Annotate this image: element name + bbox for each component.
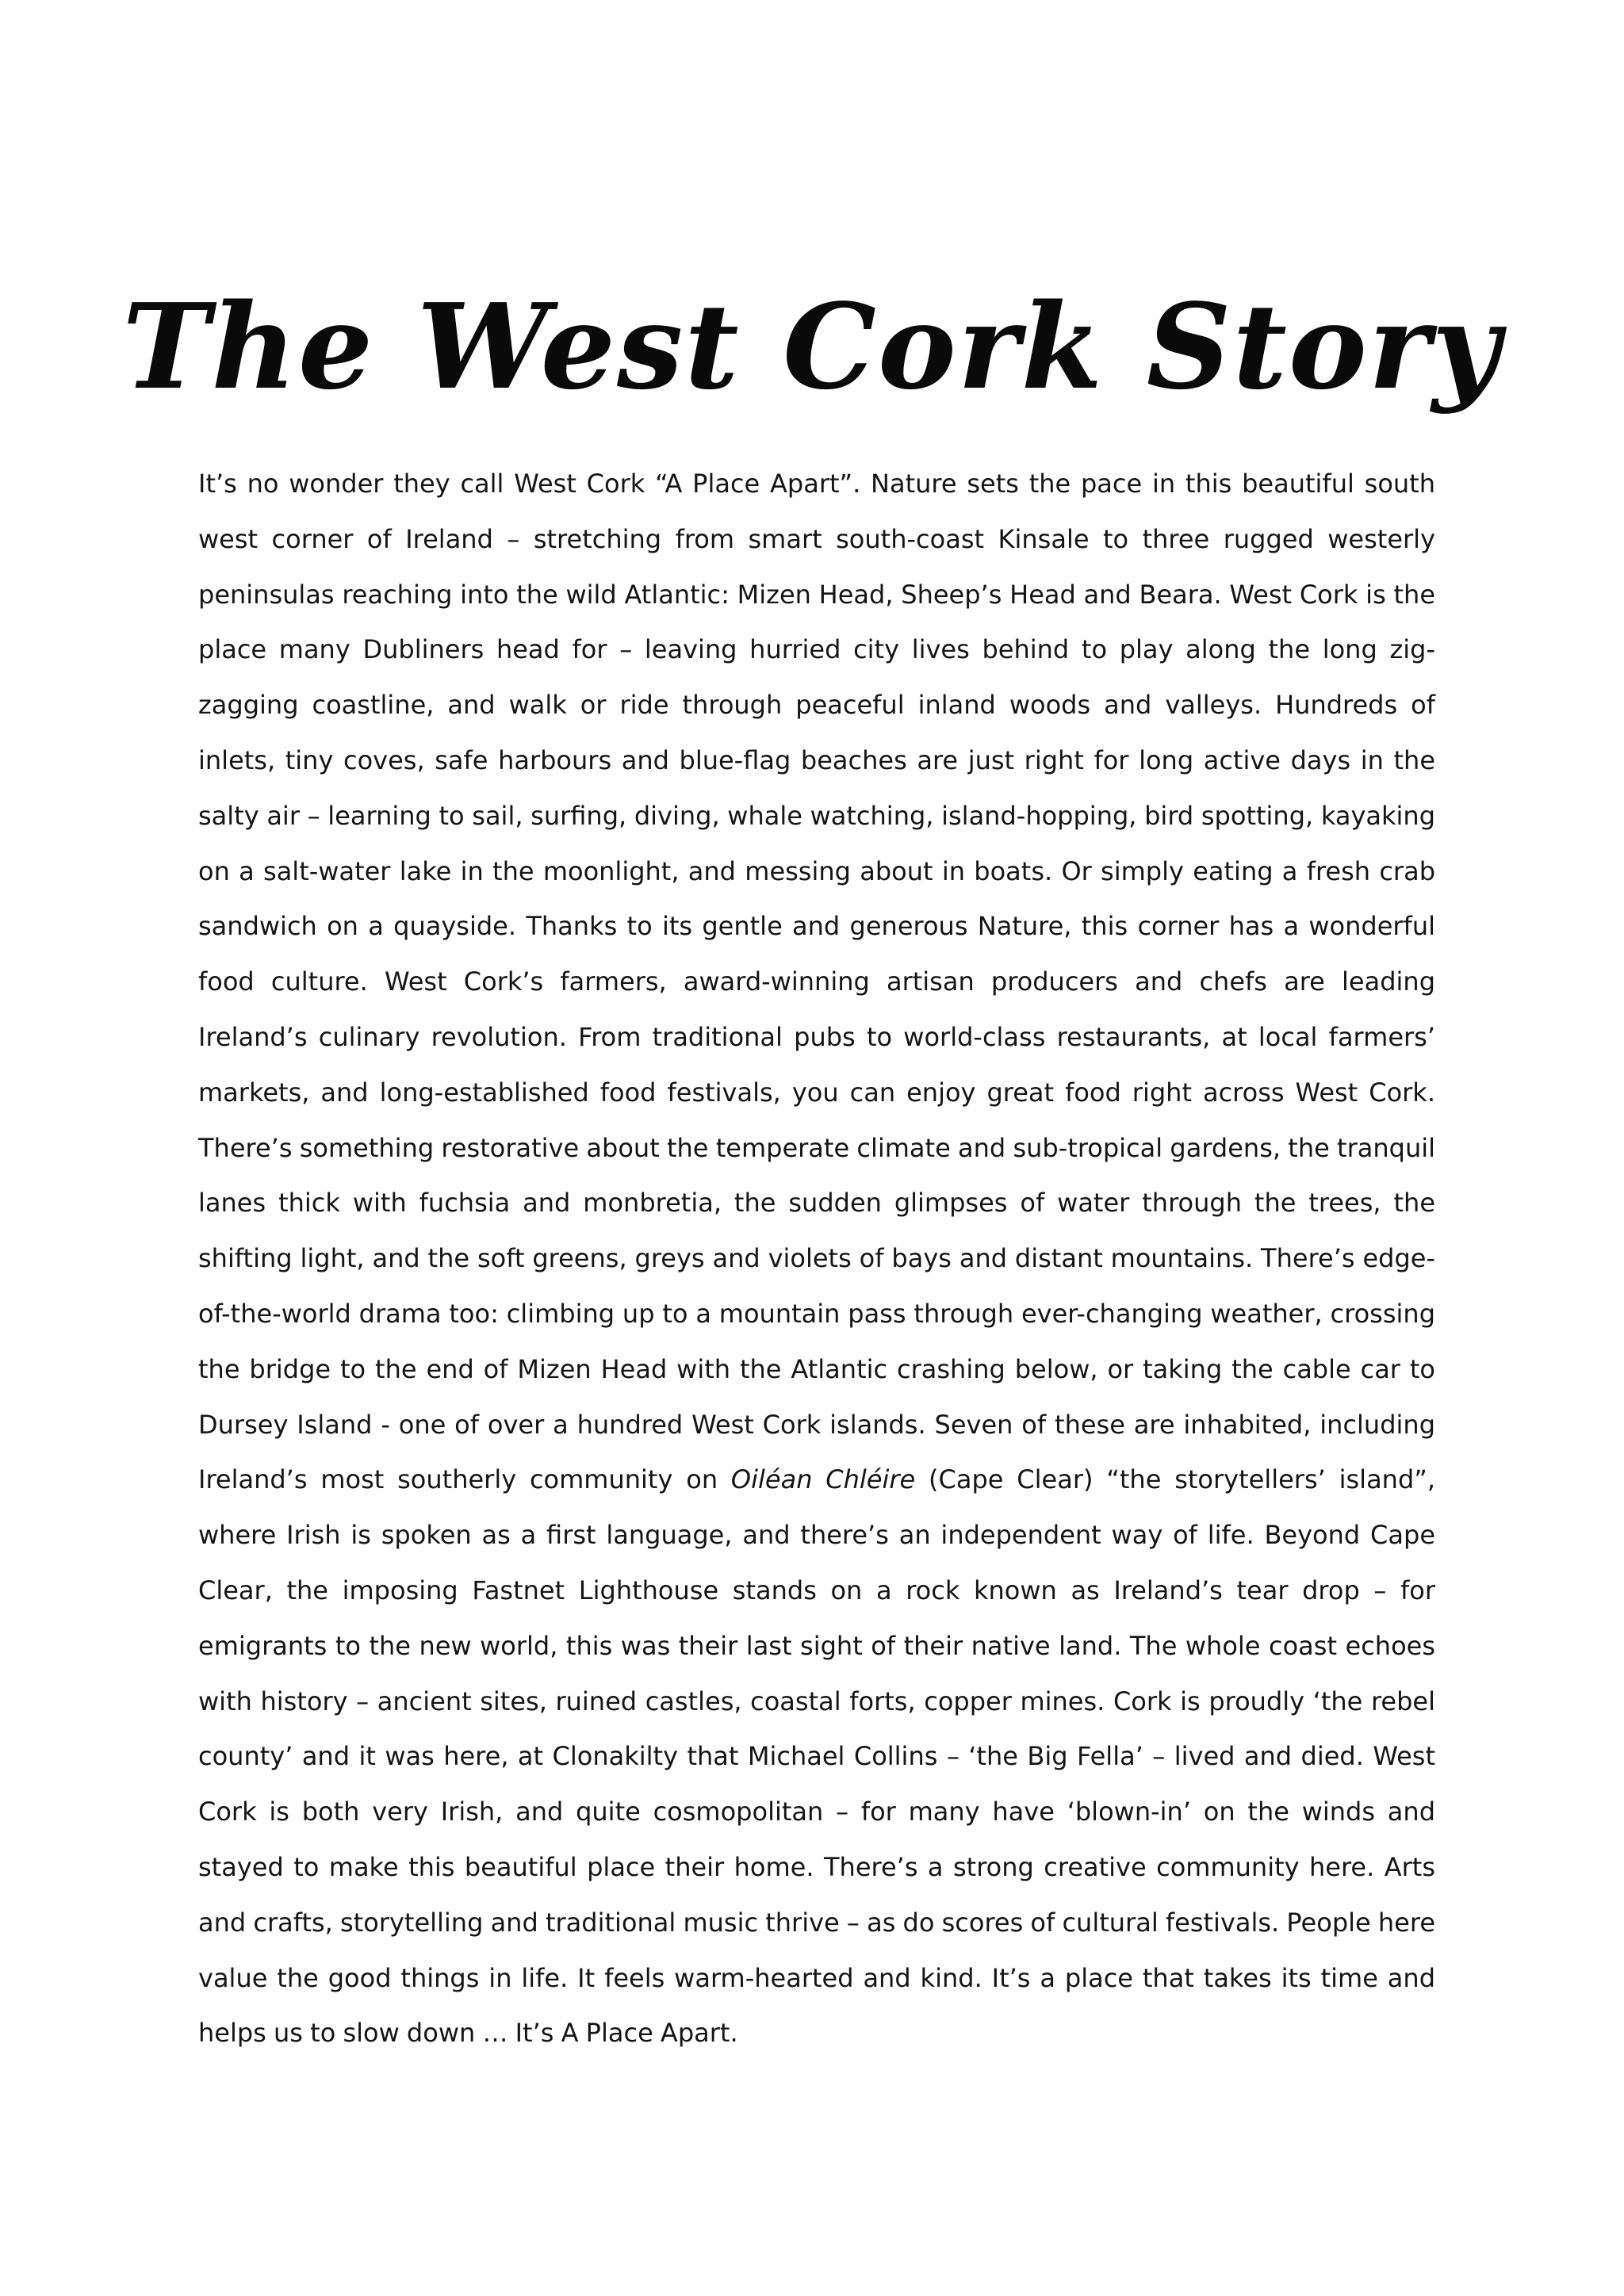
- paragraph-text-part-2: (Cape Clear) “the storytellers’ island”, where Irish is spoken as a first language, and there’s an independent way of life. Beyond Cape Clear, the imposing Fastnet Lighthouse stands on a rock known as Ireland’s tear drop – for emigrants to the new world, this was their last sight of their native land. The whole coast echoes with history – ancient sites, ruined castles, coastal forts, copper mines. Cork is proudly ‘the rebel county’ and it was here, at Clonakilty that Michael Collins – ‘the Big Fella’ – lived and died. West Cork is both very Irish, and quite cosmopolitan – for many have ‘blown-in’ on the winds and stayed to make this beautiful place their home. There’s a strong creative community here. Arts and crafts, storytelling and traditional music thrive – as do scores of cultural festivals. People here value the good things in life. It feels warm-hearted and kind. It’s a place that takes its time and helps us to slow down … It’s A Place Apart.: [198, 1464, 1436, 2049]
- italic-place-name: Oiléan Chléire: [730, 1464, 916, 1495]
- page-title: The West Cork Story: [122, 277, 1502, 416]
- paragraph-text-part-1: It’s no wonder they call West Cork “A Place Apart”. Nature sets the pace in this beautiful south west corner of Ireland – stretching from smart south-coast Kinsale to three rugged westerly peninsulas reaching into the wild Atlantic: Mizen Head, Sheep’s Head and Beara. West Cork is the place many Dubliners head for – leaving hurried city lives behind to play along the long zig-zagging coastline, and walk or ride through peaceful inland woods and valleys. Hundreds of inlets, tiny coves, safe harbours and blue-flag beaches are just right for long active days in the salty air – learning to sail, surfing, diving, whale watching, island-hopping, bird spotting, kayaking on a salt-water lake in the moonlight, and messing about in boats. Or simply eating a fresh crab sandwich on a quayside. Thanks to its gentle and generous Nature, this corner has a wonderful food culture. West Cork’s farmers, award-winning artisan producers and chefs are leading Ireland’s culinary revolution. From traditional pubs to world-class restaurants, at local farmers’ markets, and long-established food festivals, you can enjoy great food right across West Cork. There’s something restorative about the temperate climate and sub-tropical gardens, the tranquil lanes thick with fuchsia and monbretia, the sudden glimpses of water through the trees, the shifting light, and the soft greens, greys and violets of bays and distant mountains. There’s edge-of-the-world drama too: climbing up to a mountain pass through ever-changing weather, crossing the bridge to the end of Mizen Head with the Atlantic crashing below, or taking the cable car to Dursey Island - one of over a hundred West Cork islands. Seven of these are inhabited, including Ireland’s most southerly community on: [198, 469, 1435, 1495]
- body-paragraph: [198, 457, 1435, 2061]
